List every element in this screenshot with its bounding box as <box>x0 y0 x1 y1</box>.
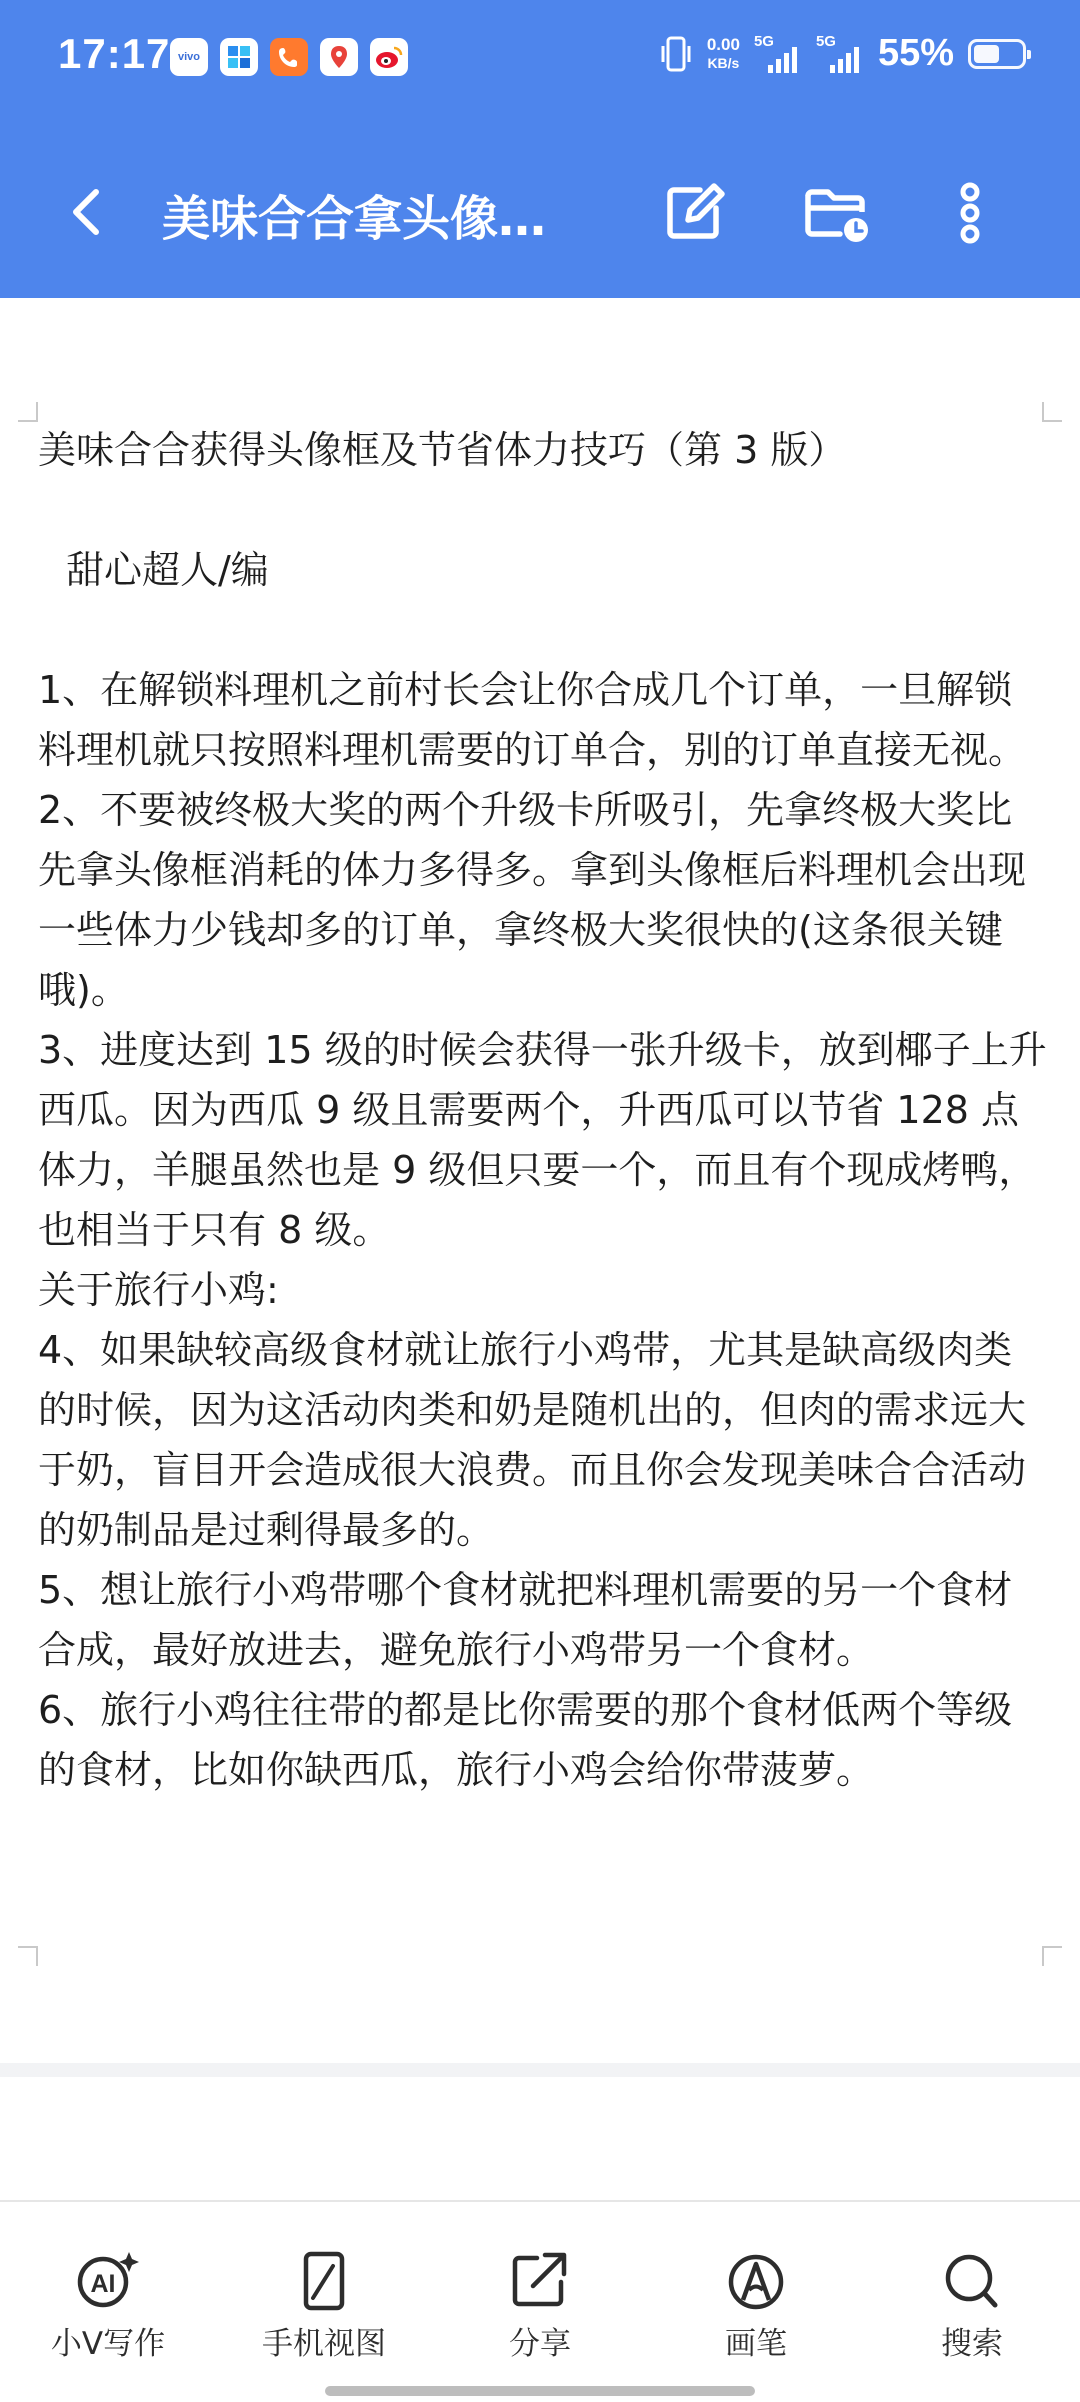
paragraph-3: 3、进度达到 15 级的时候会获得一张升级卡，放到椰子上升西瓜。因为西瓜 9 级且需要两个，升西瓜可以节省 128 点体力，羊腿虽然也是 9 级但只要一个，而且有个现成烤鸭，也相当于只有 8 级。 <box>38 1028 1047 1252</box>
search-button[interactable] <box>882 2250 1062 2363</box>
paragraph-5: 5、想让旅行小鸡带哪个食材就把料理机需要的另一个食材合成，最好放进去，避免旅行小鸡带另一个食材。 <box>38 1568 1013 1672</box>
vivo-icon <box>170 38 208 76</box>
edit-icon <box>660 178 730 248</box>
more-vertical-icon <box>935 178 1005 248</box>
ai-write-icon <box>73 2250 143 2312</box>
nav-label: 手机视图 <box>262 2326 386 2362</box>
share-button[interactable] <box>450 2250 630 2363</box>
vibrate-icon <box>659 34 693 74</box>
document-heading: 美味合合获得头像框及节省体力技巧（第 3 版） <box>38 428 847 472</box>
signal-2-icon <box>816 33 864 75</box>
signal-1-icon <box>754 33 802 75</box>
ai-badge-text: AI <box>90 2270 116 2298</box>
page-separator <box>0 2063 1080 2077</box>
pen-icon <box>721 2250 791 2312</box>
pen-button[interactable] <box>666 2250 846 2363</box>
map-pin-icon <box>320 38 358 76</box>
paragraph-2: 2、不要被终极大奖的两个升级卡所吸引，先拿终极大奖比先拿头像框消耗的体力多得多。拿到头像框后料理机会出现一些体力少钱却多的订单，拿终极大奖很快的(这条很关键哦)。 <box>38 788 1027 1012</box>
notification-icons <box>170 38 408 76</box>
app-tile-icon <box>220 38 258 76</box>
back-button[interactable] <box>62 182 112 242</box>
bottom-toolbar <box>0 2200 1080 2402</box>
paragraph-4: 4、如果缺较高级食材就让旅行小鸡带，尤其是缺高级肉类的时候，因为这活动肉类和奶是随机出的，但肉的需求远大于奶，盲目开会造成很大浪费。而且你会发现美味合合活动的奶制品是过剩得最多的。 <box>38 1328 1027 1552</box>
folder-clock-icon <box>800 178 874 248</box>
net-speed-value: 0.00 <box>706 34 740 54</box>
vivo-icon-text: vivo <box>177 51 200 63</box>
paragraph-6: 6、旅行小鸡往往带的都是比你需要的那个食材低两个等级的食材，比如你缺西瓜，旅行小鸡会给你带菠萝。 <box>38 1688 1013 1792</box>
nav-label: 画笔 <box>725 2326 787 2362</box>
edit-button[interactable] <box>660 178 730 248</box>
weibo-icon <box>370 38 408 76</box>
app-header <box>0 0 1080 298</box>
signal-1-label: 5G <box>753 32 774 50</box>
battery-fill <box>974 45 999 63</box>
nav-label: 小V写作 <box>50 2326 166 2362</box>
search-icon <box>937 2250 1007 2312</box>
chevron-left-icon <box>62 182 112 242</box>
signal-2-label: 5G <box>815 32 836 50</box>
nav-label: 分享 <box>509 2326 571 2362</box>
status-time: 17:17 <box>58 30 171 77</box>
document-author: 甜心超人/编 <box>66 548 269 592</box>
page-corner-mark <box>1042 1946 1062 1966</box>
phone-view-button[interactable] <box>234 2250 414 2363</box>
document-title: 美味合合拿头像… <box>162 191 547 247</box>
home-indicator[interactable] <box>325 2386 755 2396</box>
document-body[interactable] <box>38 420 1048 1800</box>
phone-icon <box>270 38 308 76</box>
net-speed-unit: KB/s <box>707 54 740 71</box>
page-corner-mark <box>18 402 38 422</box>
section-heading-chicken: 关于旅行小鸡: <box>38 1268 279 1312</box>
net-speed <box>707 35 740 73</box>
share-icon <box>505 2250 575 2312</box>
nav-label: 搜索 <box>941 2326 1003 2362</box>
battery-percent: 55% <box>877 32 954 74</box>
ai-write-button[interactable] <box>18 2250 198 2363</box>
more-button[interactable] <box>935 178 1005 248</box>
paragraph-1: 1、在解锁料理机之前村长会让你合成几个订单，一旦解锁料理机就只按照料理机需要的订单合，别的订单直接无视。 <box>38 668 1027 772</box>
phone-view-icon <box>289 2250 359 2312</box>
folder-history-button[interactable] <box>800 178 870 248</box>
page-corner-mark <box>1042 402 1062 422</box>
page-corner-mark <box>18 1946 38 1966</box>
battery-icon <box>968 39 1026 69</box>
document-page[interactable] <box>0 298 1080 2063</box>
status-right-group <box>659 32 1026 75</box>
